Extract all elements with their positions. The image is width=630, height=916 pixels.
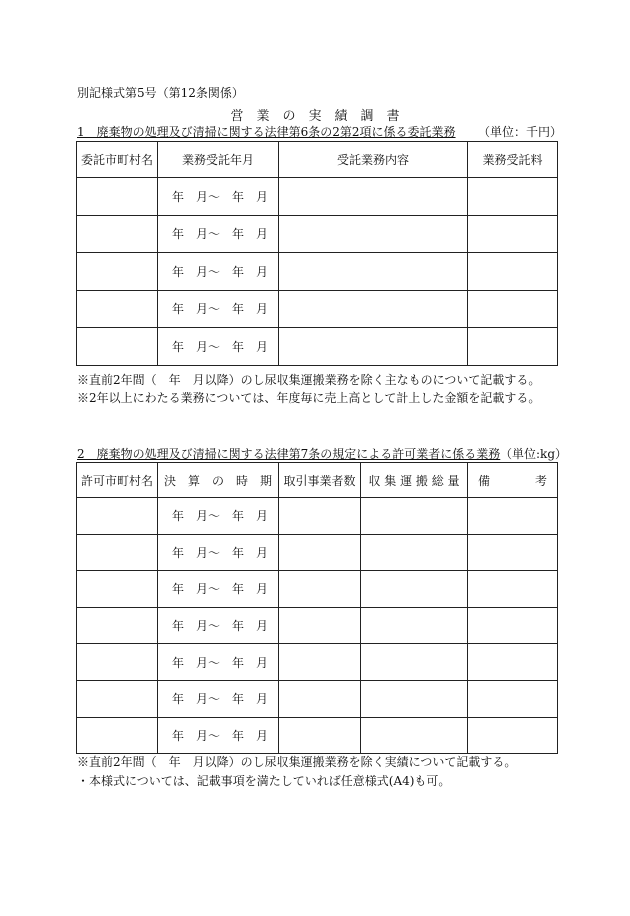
permit-table (76, 462, 558, 754)
table-row (77, 644, 558, 681)
entry-cell[interactable] (468, 644, 558, 681)
period-cell[interactable]: 年 月〜 年 月 (158, 290, 279, 328)
entry-cell[interactable] (468, 534, 558, 571)
entry-cell[interactable] (468, 253, 558, 291)
entry-cell[interactable] (77, 253, 158, 291)
entry-cell[interactable] (468, 498, 558, 535)
section1-note-1: ※直前2年間（ 年 月以降）のし尿収集運搬業務を除く主なものについて記載する。 (77, 373, 541, 387)
entry-cell[interactable] (279, 607, 361, 644)
remarks-char-1: 備 (478, 473, 491, 488)
entry-cell[interactable] (279, 571, 361, 608)
entry-cell[interactable] (468, 178, 558, 216)
entry-cell[interactable] (77, 498, 158, 535)
entry-cell[interactable] (361, 644, 468, 681)
entry-cell[interactable] (77, 290, 158, 328)
entry-cell[interactable] (77, 717, 158, 754)
entry-cell[interactable] (468, 680, 558, 717)
section2-heading (77, 445, 500, 462)
entry-cell[interactable] (77, 644, 158, 681)
entry-cell[interactable] (77, 215, 158, 253)
entry-cell[interactable] (468, 215, 558, 253)
header-settlement-period: 決 算 の 時 期 (158, 463, 279, 498)
form-number: 別記様式第5号（第12条関係） (77, 86, 244, 100)
header-content: 受託業務内容 (279, 142, 468, 178)
table-row (77, 253, 558, 291)
header-business-count: 取引事業者数 (279, 463, 361, 498)
entry-cell[interactable] (468, 607, 558, 644)
entry-cell[interactable] (468, 328, 558, 366)
table-header-row (77, 142, 558, 178)
table-row (77, 571, 558, 608)
period-cell[interactable]: 年 月〜 年 月 (158, 571, 279, 608)
entry-cell[interactable] (77, 680, 158, 717)
table-row (77, 178, 558, 216)
section1-note-2: ※2年以上にわたる業務については、年度毎に売上高として計上した金額を記載する。 (77, 391, 541, 405)
entry-cell[interactable] (77, 178, 158, 216)
header-remarks (468, 463, 558, 498)
section2-note-2: ・本様式については、記載事項を満たしていれば任意様式(A4)も可。 (77, 774, 451, 788)
entry-cell[interactable] (361, 534, 468, 571)
consignment-table (76, 141, 558, 366)
entry-cell[interactable] (361, 571, 468, 608)
section2-title: 2 廃棄物の処理及び清掃に関する法律第7条の規定による許可業者に係る業務 (77, 447, 501, 461)
table-row (77, 717, 558, 754)
period-cell[interactable]: 年 月〜 年 月 (158, 717, 279, 754)
table-header-row (77, 463, 558, 498)
section1-title: 1 廃棄物の処理及び清掃に関する法律第6条の2第2項に係る委託業務 (77, 125, 456, 139)
table-row (77, 290, 558, 328)
section2-unit: （単位:kg） (500, 447, 567, 461)
table-row (77, 498, 558, 535)
entry-cell[interactable] (361, 717, 468, 754)
entry-cell[interactable] (361, 680, 468, 717)
period-cell[interactable]: 年 月〜 年 月 (158, 534, 279, 571)
entry-cell[interactable] (468, 717, 558, 754)
document-title: 営 業 の 実 績 調 書 (230, 109, 400, 124)
section1-unit: （単位：千円） (478, 125, 563, 139)
table-row (77, 607, 558, 644)
entry-cell[interactable] (77, 607, 158, 644)
header-municipality: 委託市町村名 (77, 142, 158, 178)
section1-heading (77, 123, 456, 140)
entry-cell[interactable] (279, 498, 361, 535)
table-row (77, 328, 558, 366)
entry-cell[interactable] (279, 644, 361, 681)
entry-cell[interactable] (279, 680, 361, 717)
period-cell[interactable]: 年 月〜 年 月 (158, 498, 279, 535)
entry-cell[interactable] (279, 253, 468, 291)
period-cell[interactable]: 年 月〜 年 月 (158, 253, 279, 291)
period-cell[interactable]: 年 月〜 年 月 (158, 328, 279, 366)
period-cell[interactable]: 年 月〜 年 月 (158, 607, 279, 644)
entry-cell[interactable] (279, 534, 361, 571)
entry-cell[interactable] (361, 498, 468, 535)
table-row (77, 534, 558, 571)
header-municipality: 許可市町村名 (77, 463, 158, 498)
period-cell[interactable]: 年 月〜 年 月 (158, 178, 279, 216)
entry-cell[interactable] (468, 290, 558, 328)
section2-note-1: ※直前2年間（ 年 月以降）のし尿収集運搬業務を除く実績について記載する。 (77, 755, 517, 769)
entry-cell[interactable] (77, 534, 158, 571)
entry-cell[interactable] (279, 215, 468, 253)
table-row (77, 680, 558, 717)
header-period: 業務受託年月 (158, 142, 279, 178)
header-total-amount: 収 集 運 搬 総 量 (361, 463, 468, 498)
entry-cell[interactable] (279, 290, 468, 328)
table-row (77, 215, 558, 253)
entry-cell[interactable] (279, 328, 468, 366)
period-cell[interactable]: 年 月〜 年 月 (158, 215, 279, 253)
entry-cell[interactable] (77, 571, 158, 608)
period-cell[interactable]: 年 月〜 年 月 (158, 644, 279, 681)
entry-cell[interactable] (361, 607, 468, 644)
entry-cell[interactable] (279, 178, 468, 216)
entry-cell[interactable] (468, 571, 558, 608)
entry-cell[interactable] (279, 717, 361, 754)
header-fee: 業務受託料 (468, 142, 558, 178)
period-cell[interactable]: 年 月〜 年 月 (158, 680, 279, 717)
remarks-char-2: 考 (534, 473, 547, 488)
entry-cell[interactable] (77, 328, 158, 366)
